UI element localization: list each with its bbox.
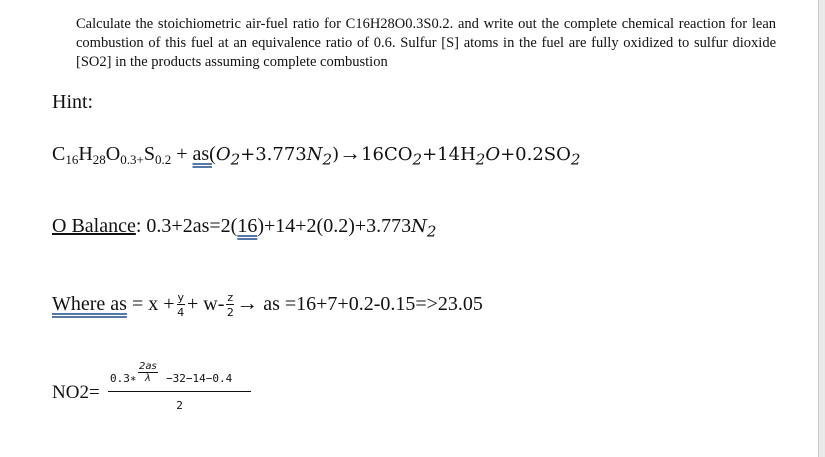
so2-term: +0.2SO bbox=[500, 144, 571, 165]
plus-w: + w- bbox=[187, 293, 225, 315]
fuel-carbon: C bbox=[52, 143, 66, 165]
no2-numerator bbox=[108, 362, 251, 392]
nitrogen-sub: 2 bbox=[322, 150, 333, 169]
arrow-icon: → bbox=[339, 140, 362, 165]
fuel-sulfur: S bbox=[143, 143, 155, 165]
page-margin-shade bbox=[819, 0, 825, 457]
hint-label: Hint: bbox=[52, 91, 94, 113]
fuel-sulfur-sub: 0.2 bbox=[154, 152, 172, 167]
h2o-term: +14H bbox=[422, 144, 476, 165]
air-coefficient: as( bbox=[192, 143, 216, 165]
o-balance-lhs: 0.3+2as=2( bbox=[141, 215, 238, 237]
co2-term: 16CO bbox=[361, 144, 413, 165]
fuel-hydrogen: H bbox=[78, 143, 93, 165]
fuel-oxygen: O bbox=[105, 143, 121, 165]
co2-sub: 2 bbox=[412, 150, 423, 169]
fuel-carbon-sub: 16 bbox=[65, 152, 79, 167]
question-paragraph: Calculate the stoichiometric air-fuel ratio for C16H28O0.3S0.2. and write out the complete chemical reaction for lean combustion of this fuel at an equivalence ratio of 0.6. Sulfur [S] atoms in the fuel are fully oxidized to sulfur dioxide [SO2] in the products assuming complete combustion bbox=[76, 16, 776, 70]
y-over-4-fraction: $\frac{y}{4}$ bbox=[177, 290, 185, 319]
where-as-equation bbox=[52, 290, 483, 319]
nitrogen-coefficient: +3.773 bbox=[240, 144, 307, 165]
combustion-equation bbox=[52, 140, 580, 169]
no2-num-suffix: −32−14−0.4 bbox=[166, 372, 233, 385]
where-as-label: Where as bbox=[52, 293, 127, 315]
nitrogen-symbol: N bbox=[411, 216, 427, 237]
equals-x: = x + bbox=[126, 293, 175, 315]
where-as-result: as =16+7+0.2-0.15=>23.05 bbox=[258, 293, 483, 315]
so2-sub: 2 bbox=[570, 150, 581, 169]
arrow-icon: → bbox=[236, 290, 259, 315]
oxygen-balance-equation bbox=[52, 215, 436, 241]
h2o-sub: 2 bbox=[475, 150, 486, 169]
no2-label: NO2= bbox=[52, 382, 100, 403]
nitrogen-sub: 2 bbox=[426, 222, 437, 241]
z-over-2-fraction: $\frac{z}{2}$ bbox=[226, 290, 234, 319]
colon: : bbox=[135, 215, 142, 237]
2as-over-lambda-fraction: $\frac{2as}{\lambda}$ bbox=[139, 361, 157, 384]
nitrogen-symbol: N bbox=[306, 144, 323, 165]
oxygen-symbol: O bbox=[215, 144, 231, 165]
o-balance-label: O Balance bbox=[52, 215, 136, 237]
plus-sign: + bbox=[176, 143, 193, 165]
no2-denominator: 2 bbox=[176, 399, 183, 412]
no2-fraction bbox=[108, 362, 251, 412]
fuel-oxygen-sub: 0.3+ bbox=[120, 152, 144, 167]
page-border bbox=[818, 0, 819, 457]
h2o-oxygen: O bbox=[485, 144, 501, 165]
o-balance-mid: 16 bbox=[237, 215, 258, 237]
fuel-hydrogen-sub: 28 bbox=[92, 152, 106, 167]
o-balance-rhs: )+14+2(0.2)+3.773 bbox=[257, 215, 412, 237]
no2-num-prefix: 0.3∗ bbox=[110, 372, 137, 385]
oxygen-sub: 2 bbox=[230, 150, 241, 169]
close-paren: ) bbox=[332, 144, 340, 165]
